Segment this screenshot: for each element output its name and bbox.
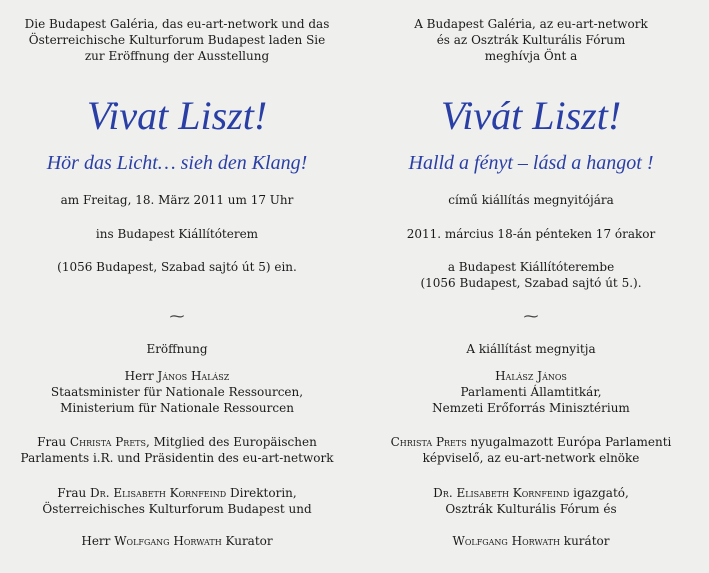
exhibition-title: Vivat Liszt! (86, 93, 268, 138)
speaker-block (0, 434, 354, 466)
speaker-heading: Wolfgang Horwath kurátor (452, 534, 610, 548)
speaker-name: Dr. Elisabeth Kornfeind (90, 486, 227, 500)
speaker-block (354, 533, 708, 549)
intro-line: A Budapest Galéria, az eu-art-network (414, 17, 648, 31)
intro-line: Die Budapest Galéria, das eu-art-network und das (24, 17, 330, 31)
speaker-role: Osztrák Kulturális Fórum és (445, 502, 617, 516)
speaker-name: János Halász (157, 369, 230, 383)
date-line: 2011. március 18-án pénteken 17 órakor (406, 227, 656, 241)
speaker-role: Parlamenti Államtitkár, (460, 385, 602, 399)
hungarian-intro (354, 16, 708, 64)
speaker-heading: Frau Dr. Elisabeth Kornfeind Direktorin, (57, 486, 297, 500)
speaker-block (0, 368, 354, 416)
address-line: (1056 Budapest, Szabad sajtó út 5.). (420, 276, 642, 290)
speaker-heading (354, 368, 708, 384)
speaker-name: Dr. Elisabeth Kornfeind (433, 486, 570, 500)
exhibition-subtitle: Hör das Licht… sieh den Klang! (46, 152, 308, 174)
venue-line: a Budapest Kiállítóterembe (447, 260, 615, 274)
opening-label: Eröffnung (146, 342, 208, 356)
speaker-name: Wolfgang Horwath (114, 534, 222, 548)
exhibition-title: Vivát Liszt! (440, 93, 622, 138)
speaker-role: képviselő, az eu-art-network elnöke (422, 451, 640, 465)
intro-line: Österreichische Kulturforum Budapest laden Sie (28, 33, 326, 47)
speaker-heading: Christa Prets nyugalmazott Európa Parlamenti (390, 435, 672, 449)
opening-label: A kiállítást megnyitja (466, 342, 596, 356)
intro-line: és az Osztrák Kulturális Fórum (436, 33, 626, 47)
intro-line: meghívja Önt a (484, 49, 578, 63)
speaker-role: Parlaments i.R. und Präsidentin des eu-art-network (20, 451, 334, 465)
ornament-swirl: ⁓ (523, 307, 539, 325)
speaker-block (354, 485, 708, 517)
speaker-role: Österreichisches Kulturforum Budapest und (42, 502, 312, 516)
hungarian-column (354, 0, 708, 573)
caption-line: című kiállítás megnyitójára (448, 193, 614, 207)
speaker-heading: Herr János Halász (124, 369, 230, 383)
speaker-role: Ministerium für Nationale Ressourcen (60, 401, 294, 415)
speaker-name: Christa Prets (390, 435, 467, 449)
intro-line: zur Eröffnung der Ausstellung (84, 49, 270, 63)
speaker-heading: Herr Wolfgang Horwath Kurator (81, 534, 273, 548)
speaker-block (0, 533, 354, 549)
address-block (354, 259, 708, 291)
speaker-role: Staatsminister für Nationale Ressourcen, (50, 385, 304, 399)
speaker-name: Halász János (495, 369, 567, 383)
speaker-name: Christa Prets (69, 435, 146, 449)
venue-line: ins Budapest Kiállítóterem (95, 227, 259, 241)
speaker-block (354, 368, 708, 416)
date-line: am Freitag, 18. März 2011 um 17 Uhr (60, 193, 294, 207)
speaker-name: Wolfgang Horwath (452, 534, 560, 548)
address-line: (1056 Budapest, Szabad sajtó út 5) ein. (57, 260, 297, 274)
exhibition-subtitle: Halld a fényt – lásd a hangot ! (408, 152, 654, 174)
speaker-role: Nemzeti Erőforrás Minisztérium (432, 401, 630, 415)
german-column (0, 0, 354, 573)
german-intro (0, 16, 354, 64)
speaker-block (0, 485, 354, 517)
speaker-block (354, 434, 708, 466)
speaker-heading: Dr. Elisabeth Kornfeind igazgató, (433, 486, 629, 500)
ornament-swirl: ⁓ (169, 307, 185, 325)
speaker-heading: Frau Christa Prets, Mitglied des Europäischen (37, 435, 317, 449)
